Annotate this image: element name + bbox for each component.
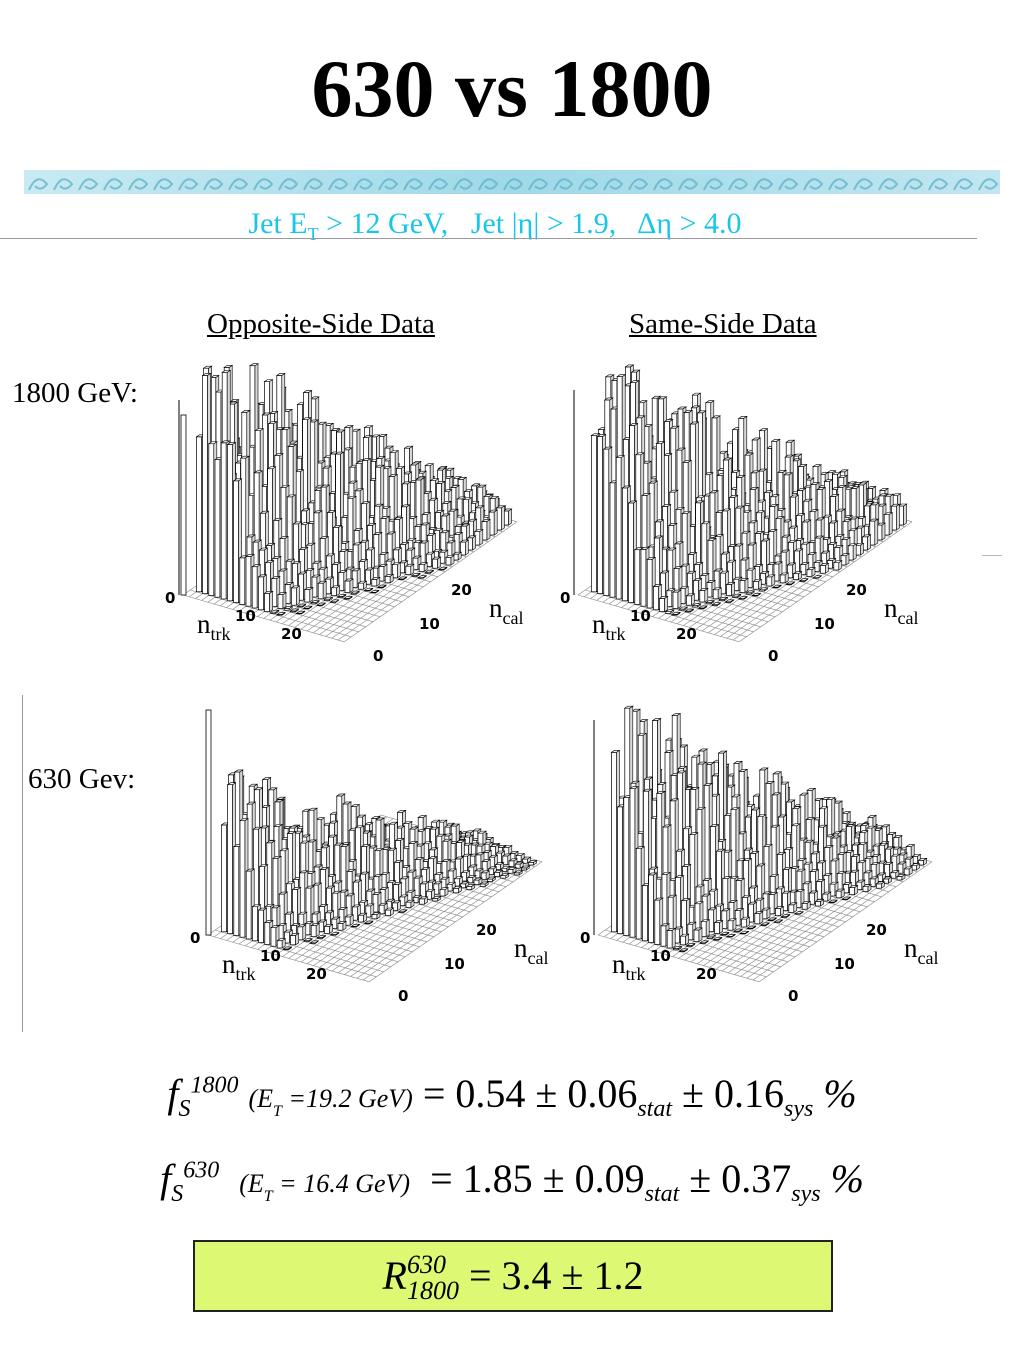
ntrk-tick-20: 20 [281, 625, 302, 643]
divider-stub [982, 555, 1002, 556]
row-label-1800: 1800 GeV: [12, 377, 138, 409]
ncal-axis-label: $n_{cal}$ [904, 933, 939, 968]
ncal-axis-label: $n_{cal}$ [489, 593, 524, 628]
ncal-tick-0: 0 [398, 987, 409, 1005]
ncal-tick-0: 0 [373, 647, 384, 665]
column-header-opposite-side: Opposite-Side Data [207, 308, 435, 340]
decorative-banner [24, 170, 1000, 194]
ncal-tick-10: 10 [814, 615, 835, 633]
ntrk-axis-label: $n_{trk}$ [592, 609, 626, 644]
ncal-tick-10: 10 [419, 615, 440, 633]
lego-bars [179, 364, 517, 642]
ntrk-tick-10: 10 [650, 947, 671, 965]
selection-cuts [0, 207, 990, 245]
lego-bars [204, 710, 542, 982]
ntrk-axis-label: $n_{trk}$ [612, 949, 646, 984]
lego-bars [574, 365, 912, 642]
divider-vertical [22, 695, 23, 1032]
lego-bars [594, 706, 932, 982]
ncal-axis-label: $n_{cal}$ [514, 933, 549, 968]
row-label-630: 630 Gev: [28, 763, 136, 795]
ratio-result: R 630 1800 = 3.4 ± 1.2 [382, 1249, 644, 1305]
ntrk-tick-20: 20 [676, 625, 697, 643]
ntrk-tick-10: 10 [260, 947, 281, 965]
column-header-same-side: Same-Side Data [629, 308, 817, 340]
ncal-axis-label: $n_{cal}$ [884, 593, 919, 628]
ncal-tick-10: 10 [444, 955, 465, 973]
ntrk-tick-10: 10 [235, 607, 256, 625]
ntrk-tick-0: 0 [560, 589, 571, 607]
ntrk-tick-0: 0 [190, 929, 201, 947]
ntrk-tick-0: 0 [580, 929, 591, 947]
ncal-tick-20: 20 [451, 581, 472, 599]
ncal-tick-20: 20 [476, 921, 497, 939]
ncal-tick-10: 10 [834, 955, 855, 973]
lego-plot-630-opposite-side [190, 695, 560, 1015]
lego-plot-630-same-side [580, 695, 950, 1015]
ncal-tick-20: 20 [846, 581, 867, 599]
ntrk-tick-10: 10 [630, 607, 651, 625]
ntrk-tick-20: 20 [306, 965, 327, 983]
ntrk-axis-label: $n_{trk}$ [222, 949, 256, 984]
divider [0, 238, 977, 239]
ntrk-tick-0: 0 [165, 589, 176, 607]
formula-fs-1800: $f_S^{1800}$ ($E_T =19.2$ $GeV) = 0.54 \pm 0.06_{stat} \pm 0.16_{sys}$ % [167, 1071, 857, 1122]
ncal-tick-20: 20 [866, 921, 887, 939]
ntrk-axis-label: $n_{trk}$ [197, 609, 231, 644]
formula-fs-630: $f_S^{630}$ ($E_T = 16.4$ $GeV) = 1.85 \pm 0.09_{stat} \pm 0.37_{sys}$ % [160, 1156, 864, 1207]
cut-delta-eta: Δη > 4.0 [637, 207, 742, 240]
page-title: 630 vs 1800 [311, 43, 713, 134]
ntrk-tick-20: 20 [696, 965, 717, 983]
cut-et: Jet $E_T > 12$ GeV, [248, 207, 449, 244]
lego-plot-1800-opposite-side [165, 355, 535, 675]
ncal-tick-0: 0 [788, 987, 799, 1005]
lego-plot-1800-same-side [560, 355, 930, 675]
cut-eta: Jet |η| > 1.9, [470, 207, 617, 240]
ncal-tick-0: 0 [768, 647, 779, 665]
